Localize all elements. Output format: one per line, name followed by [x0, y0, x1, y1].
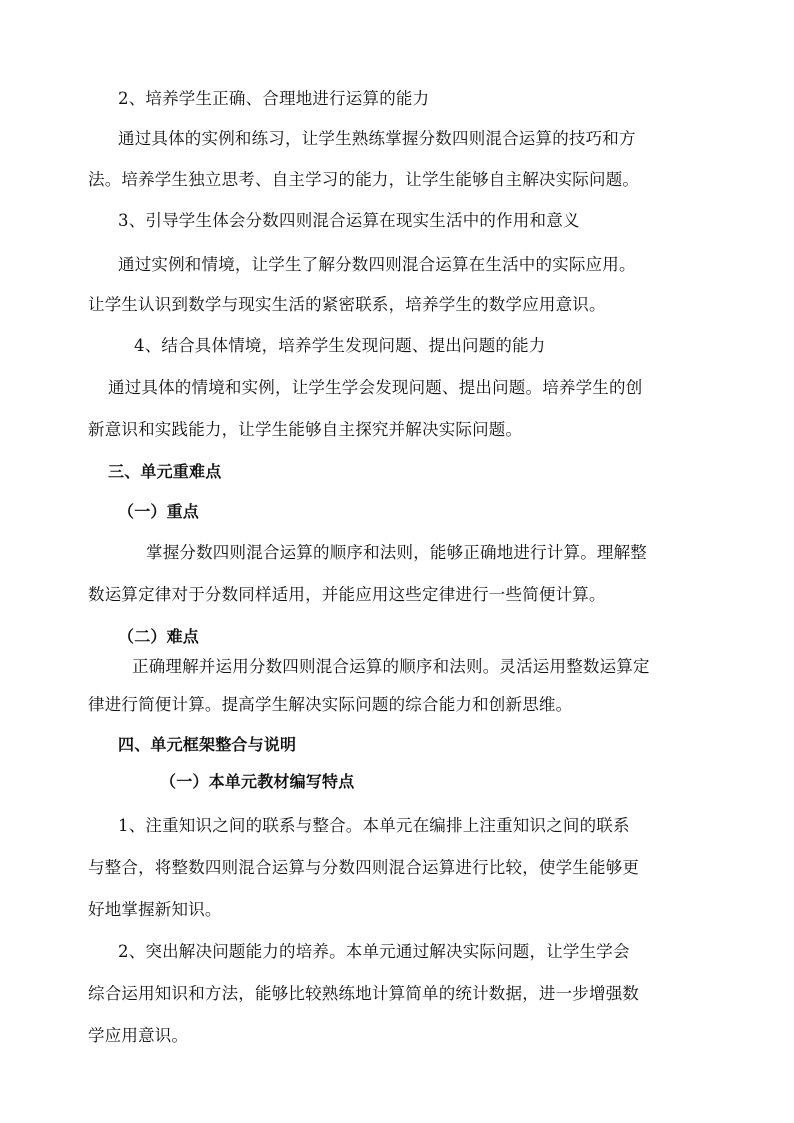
key-points-paragraph-line-2: 数运算定律对于分数同样适用，并能应用这些定律进行一些简便计算。 — [88, 585, 606, 604]
goal-4-heading: 4、结合具体情境，培养学生发现问题、提出问题的能力 — [134, 336, 546, 355]
feature-1-line-2: 与整合，将整数四则混合运算与分数四则混合运算进行比较，使学生能够更 — [88, 858, 640, 877]
goal-3-paragraph-line-1: 通过实例和情境，让学生了解分数四则混合运算在生活中的实际应用。 — [118, 255, 636, 274]
goal-4-paragraph-line-2: 新意识和实践能力，让学生能够自主探究并解决实际问题。 — [88, 420, 523, 439]
feature-1-line-1: 1、注重知识之间的联系与整合。本单元在编排上注重知识之间的联系 — [118, 816, 630, 835]
feature-2-line-1: 2、突出解决问题能力的培养。本单元通过解决实际问题，让学生学会 — [118, 942, 630, 961]
key-points-paragraph-line-1: 掌握分数四则混合运算的顺序和法则，能够正确地进行计算。理解整 — [146, 543, 647, 562]
feature-2-line-2: 综合运用知识和方法，能够比较熟练地计算简单的统计数据，进一步增强数 — [88, 984, 640, 1003]
goal-4-paragraph-line-1: 通过具体的情境和实例，让学生学会发现问题、提出问题。培养学生的创 — [108, 378, 643, 397]
feature-2-line-3: 学应用意识。 — [88, 1026, 189, 1045]
difficulties-heading: （二）难点 — [118, 627, 200, 646]
goal-2-paragraph-line-2: 法。培养学生独立思考、自主学习的能力，让学生能够自主解决实际问题。 — [88, 170, 640, 189]
section-3-title: 三、单元重难点 — [108, 462, 222, 481]
goal-3-paragraph-line-2: 让学生认识到数学与现实生活的紧密联系，培养学生的数学应用意识。 — [88, 295, 606, 314]
section-4-sub-1-heading: （一）本单元教材编写特点 — [160, 772, 355, 791]
goal-2-heading: 2、培养学生正确、合理地进行运算的能力 — [118, 89, 430, 108]
difficulties-paragraph-line-1: 正确理解并运用分数四则混合运算的顺序和法则。灵活运用整数运算定 — [132, 657, 650, 676]
goal-2-paragraph-line-1: 通过具体的实例和练习，让学生熟练掌握分数四则混合运算的技巧和方 — [118, 129, 636, 148]
section-4-title: 四、单元框架整合与说明 — [118, 735, 297, 754]
key-points-heading: （一）重点 — [118, 502, 200, 521]
feature-1-line-3: 好地掌握新知识。 — [88, 900, 222, 919]
difficulties-paragraph-line-2: 律进行简便计算。提高学生解决实际问题的综合能力和创新思维。 — [88, 695, 573, 714]
goal-3-heading: 3、引导学生体会分数四则混合运算在现实生活中的作用和意义 — [118, 211, 580, 230]
